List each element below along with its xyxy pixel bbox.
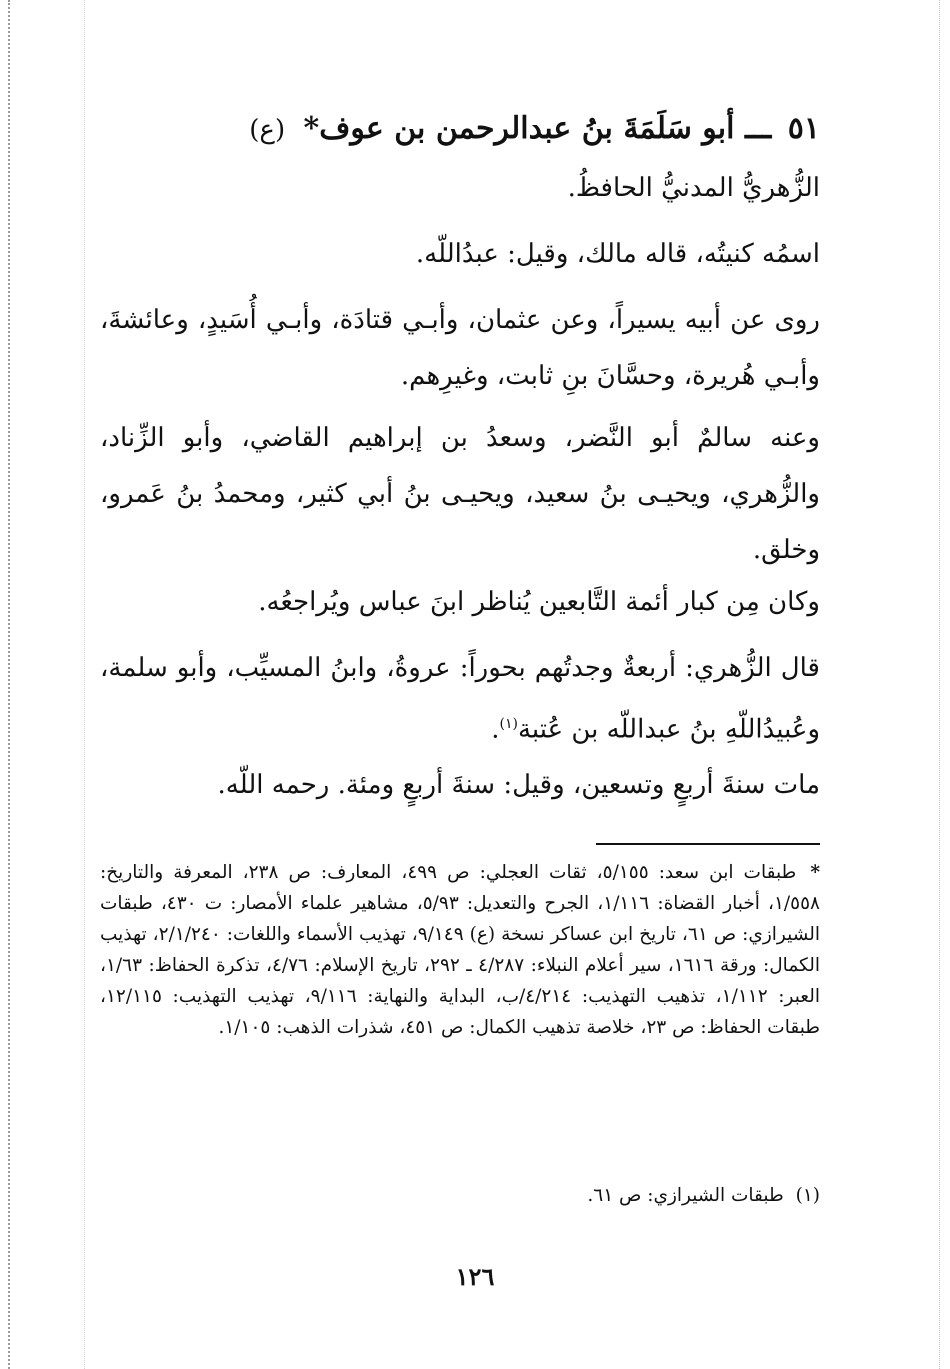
footnote-sources-text: طبقات ابن سعد: ٥/١٥٥، ثقات العجلي: ص ٤٩٩، المعارف: ص ٢٣٨، المعرفة والتاريخ: ١/٥٥٨، أخبار القضاة: ١/١١٦، الجرح والتعديل: ٥/٩٣، مشاهير علماء الأمصار: ت ٤٣٠، طبقات الشيرازي: ص ٦١، تاريخ ابن عساكر نسخة (ع) ٩/١٤٩، تهذيب الأسماء واللغات: ٢/١/٢٤٠، تهذيب الكمال: ورقة ١٦١٦، سير أعلام النبلاء: ٤/٢٨٧ ـ ٢٩٢، تاريخ الإسلام: ٤/٧٦، تذكرة الحفاظ: ١/٦٣، العبر: ١/١١٢، تذهيب التهذيب: ٤/٢١٤/ب، البداية والنهاية: ٩/١١٦، تهذيب التهذيب: ١٢/١١٥، طبقات الحفاظ: ص ٢٣، خلاصة تذهيب الكمال: ص ٤٥١، شذرات الذهب: ١/١٠٥. xyxy=(100,862,821,1038)
entry-name: أبو سَلَمَةَ بنُ عبدالرحمن بن عوف xyxy=(319,111,735,146)
footnote-reference: (١) xyxy=(499,716,518,732)
quote-text: قال الزُّهري: أربعةٌ وجدتُهم بحوراً: عروةُ، وابنُ المسيِّب، وأبو سلمة، وعُبيدُاللّهِ بنُ عبداللّه بن عُتبة xyxy=(100,653,820,745)
paragraph-standing: وكان مِن كبار أئمة التَّابعين يُناظر ابنَ عباس ويُراجعُه. xyxy=(258,587,820,617)
paragraph-narrators: وعنه سالمٌ أبو النَّضر، وسعدُ بن إبراهيم القاضي، وأبو الزِّناد، والزُّهري، ويحيـى بنُ سعيد، ويحيـى بنُ أبي كثير، ومحمدُ بنُ عَمرو، وخلق. xyxy=(100,423,820,565)
paragraph-death: مات سنةَ أربعٍ وتسعين، وقيل: سنةَ أربعٍ ومئة. رحمه اللّه. xyxy=(217,770,820,800)
page-edge-left xyxy=(8,0,10,1369)
quote-end: . xyxy=(491,714,500,745)
entry-separator: ـــ xyxy=(744,111,772,146)
footnote-divider xyxy=(596,843,820,845)
paragraph-name: اسمُه كنيتُه، قاله مالك، وقيل: عبدُاللّه. xyxy=(415,239,820,269)
entry-heading xyxy=(100,104,820,155)
entry-symbol: (ع) xyxy=(249,115,286,145)
footnote-one xyxy=(100,1180,820,1211)
paragraph-narrated-from: روى عن أبيه يسيراً، وعن عثمان، وأبـي قتادَة، وأبـي أُسَيدٍ، وعائشةَ، وأبـي هُريرة، وحسَّانَ بنِ ثابت، وغيرِهم. xyxy=(100,305,820,391)
entry-star: * xyxy=(303,111,320,146)
page-edge-inner xyxy=(84,0,85,1369)
paragraph-quote xyxy=(100,640,820,758)
page-number: ١٢٦ xyxy=(455,1262,495,1291)
footnote-star-marker: * xyxy=(810,862,820,883)
footnote-one-text: طبقات الشيرازي: ص ٦١. xyxy=(587,1185,784,1206)
page-edge-right xyxy=(939,0,940,1369)
entry-number: ٥١ xyxy=(787,111,820,146)
footnote-sources xyxy=(100,857,820,1043)
footnote-one-marker: (١) xyxy=(795,1185,820,1206)
paragraph-nisba: الزُّهريُّ المدنيُّ الحافظُ. xyxy=(567,173,820,203)
